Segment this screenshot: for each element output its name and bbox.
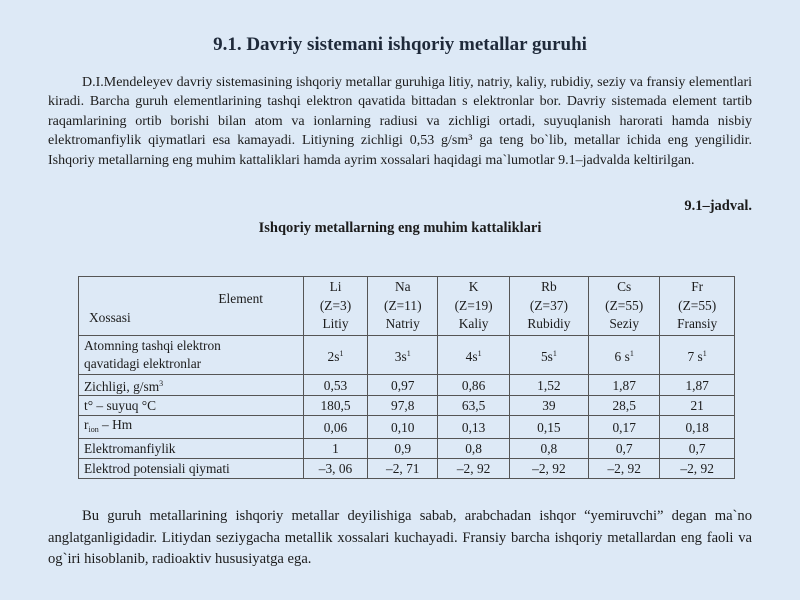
- table-cell: 28,5: [589, 396, 660, 416]
- table-cell: 1: [304, 439, 368, 459]
- table-row: [79, 396, 735, 416]
- table-cell: –2, 92: [660, 459, 735, 479]
- row-label: t° – suyuq °C: [79, 396, 304, 416]
- page-title: 9.1. Davriy sistemani ishqoriy metallar guruhi: [213, 34, 587, 55]
- column-header: K (Z=19) Kaliy: [438, 277, 509, 336]
- table-cell: 0,8: [509, 439, 588, 459]
- column-header: Rb (Z=37) Rubidiy: [509, 277, 588, 336]
- table-cell: 39: [509, 396, 588, 416]
- table-cell: 0,7: [660, 439, 735, 459]
- table-title: Ishqoriy metallarning eng muhim kattaliklari: [258, 220, 542, 236]
- table-cell: 0,13: [438, 416, 509, 439]
- column-header: Li (Z=3) Litiy: [304, 277, 368, 336]
- intro-paragraph: D.I.Mendeleyev davriy sistemasining ishqoriy metallar guruhiga litiy, natriy, kaliy, rubidiy, seziy va fransiy elementlari kiradi. Barcha guruh elementlarining tashqi elektron qavatida bittadan s elektronlar bor. Davriy sistemada element tartib raqamlarining ortib borishi bilan atom va ionlarning radiusi va zichligi ortadi, suyuqlanish harorati hamda nisbiy elektromanfiylik qiymatlari esa kamayadi. Litiyning zichligi 0,53 g/sm³ ga teng bo`lib, metallar ichida eng yengilidir. Ishqoriy metallarning eng muhim kattaliklari hamda ayrim xossalari haqidagi ma`lumotlar 9.1–jadvalda keltirilgan.: [48, 75, 752, 168]
- table-cell: 0,10: [368, 416, 438, 439]
- table-cell: $4s^1$: [438, 336, 509, 375]
- table-row: [79, 375, 735, 396]
- column-header: Na (Z=11) Natriy: [368, 277, 438, 336]
- closing-paragraph: Bu guruh metallarining ishqoriy metallar deyilishiga sabab, arabchadan ishqor “yemiruvchi” degan ma`no anglatganligidadir. Litiydan seziygacha metallik xossalari kuchayadi. Fransiy barcha ishqoriy metallardan eng faoli va og`iri hisoblanib, radioaktiv hususiyatga ega.: [48, 508, 752, 567]
- table-cell: –2, 92: [509, 459, 588, 479]
- table-corner-cell: [79, 277, 304, 336]
- table-cell: 0,53: [304, 375, 368, 396]
- table-row: [79, 336, 735, 375]
- table-number: 9.1–jadval.: [684, 198, 752, 214]
- table-header-row: [79, 277, 735, 336]
- table-cell: 97,8: [368, 396, 438, 416]
- table-cell: 0,18: [660, 416, 735, 439]
- table-cell: –3, 06: [304, 459, 368, 479]
- table-cell: 0,15: [509, 416, 588, 439]
- table-cell: $3s^1$: [368, 336, 438, 375]
- table-cell: 0,06: [304, 416, 368, 439]
- row-label: Elektromanfiylik: [79, 439, 304, 459]
- table-cell: 1,87: [589, 375, 660, 396]
- table-row: [79, 459, 735, 479]
- table-cell: 6 $s^1$: [589, 336, 660, 375]
- table-cell: –2, 92: [589, 459, 660, 479]
- table-cell: 7 $s^1$: [660, 336, 735, 375]
- row-label: Elektrod potensiali qiymati: [79, 459, 304, 479]
- table-cell: 1,52: [509, 375, 588, 396]
- row-label: $r_{ion}$ – Hm: [79, 416, 304, 439]
- table-cell: 0,17: [589, 416, 660, 439]
- properties-table: [78, 276, 735, 479]
- table-row: [79, 439, 735, 459]
- corner-property-label: Xossasi: [89, 310, 131, 325]
- corner-element-label: Element: [218, 291, 263, 306]
- table-cell: 0,9: [368, 439, 438, 459]
- column-header: Cs (Z=55) Seziy: [589, 277, 660, 336]
- table-cell: $5s^1$: [509, 336, 588, 375]
- row-label: Atomning tashqi elektron qavatidagi elektronlar: [79, 336, 304, 375]
- table-cell: 0,8: [438, 439, 509, 459]
- column-header: Fr (Z=55) Fransiy: [660, 277, 735, 336]
- table-cell: 21: [660, 396, 735, 416]
- table-cell: 0,7: [589, 439, 660, 459]
- table-cell: –2, 92: [438, 459, 509, 479]
- table-cell: $2s^1$: [304, 336, 368, 375]
- table-cell: 1,87: [660, 375, 735, 396]
- table-cell: –2, 71: [368, 459, 438, 479]
- table-cell: 0,97: [368, 375, 438, 396]
- table-cell: 0,86: [438, 375, 509, 396]
- table-cell: 180,5: [304, 396, 368, 416]
- table-row: [79, 416, 735, 439]
- table-cell: 63,5: [438, 396, 509, 416]
- row-label: Zichligi, $g/sm^3$: [79, 375, 304, 396]
